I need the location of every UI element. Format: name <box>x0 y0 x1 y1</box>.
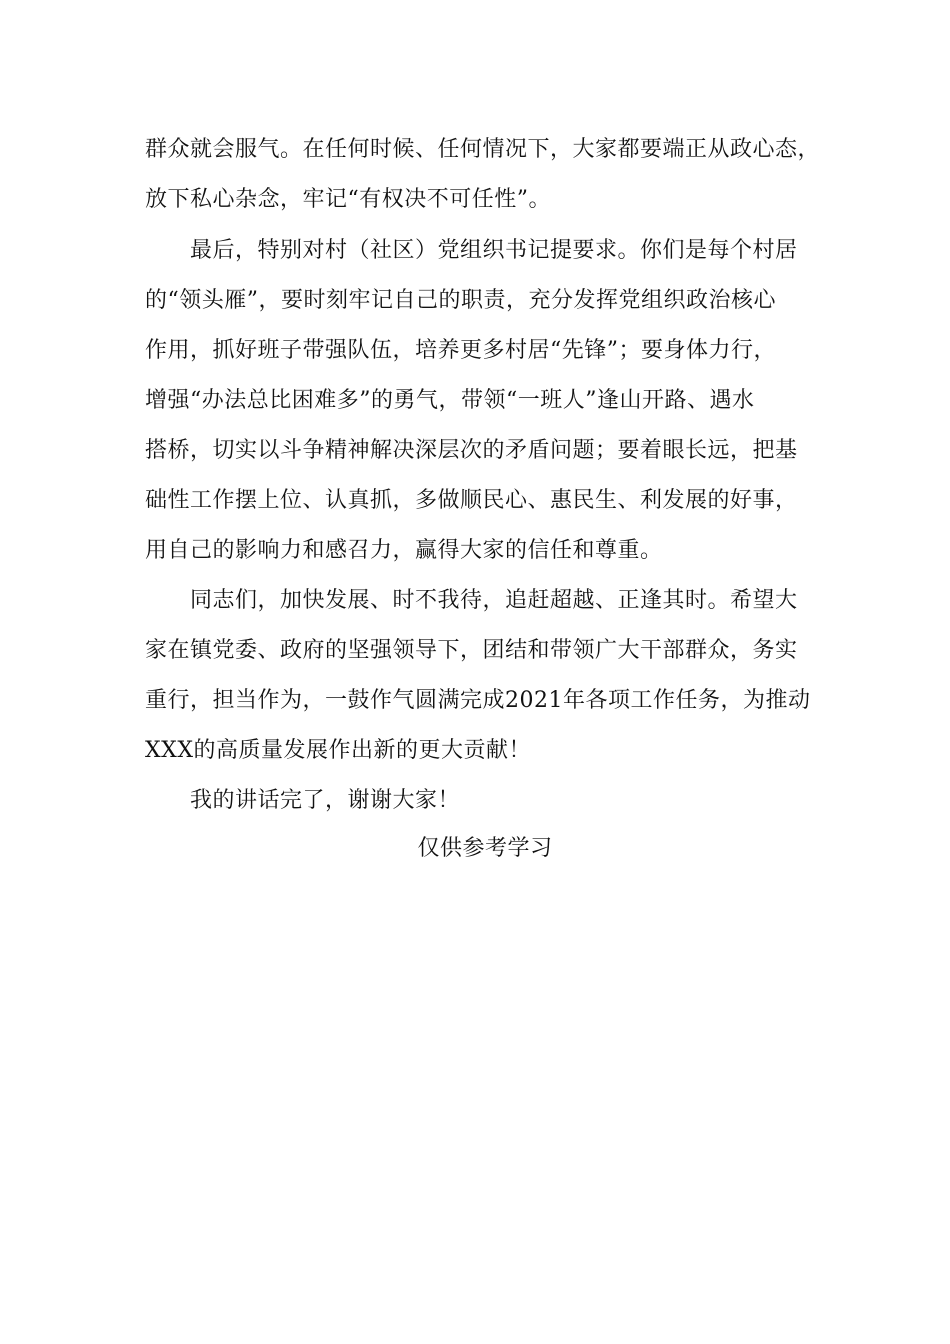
text-line: 群众就会服气。在任何时候、任何情况下，大家都要端正从政心态， <box>145 137 821 162</box>
text-line: 家在镇党委、政府的坚强领导下，团结和带领广大干部群众，务实 <box>145 638 798 663</box>
paragraph-first-line: 最后，特别对村（社区）党组织书记提要求。你们是每个村居 <box>190 238 798 263</box>
paragraph-first-line: 同志们，加快发展、时不我待，追赶超越、正逢其时。希望大 <box>190 588 798 613</box>
text-line: 搭桥，切实以斗争精神解决深层次的矛盾问题；要着眼长远，把基 <box>145 438 798 463</box>
text-line: XXX的高质量发展作出新的更大贡献！ <box>145 738 531 763</box>
closing-line: 我的讲话完了，谢谢大家！ <box>190 788 461 813</box>
text-line: 础性工作摆上位、认真抓，多做顺民心、惠民生、利发展的好事， <box>145 488 798 513</box>
footer-note: 仅供参考学习 <box>417 836 553 861</box>
text-line: 的“领头雁”，要时刻牢记自己的职责，充分发挥党组织政治核心 <box>145 288 776 313</box>
text-line: 作用，抓好班子带强队伍，培养更多村居“先锋”；要身体力行， <box>145 338 776 363</box>
text-line: 重行，担当作为，一鼓作气圆满完成2021年各项工作任务，为推动 <box>145 688 811 713</box>
text-line: 放下私心杂念，牢记“有权决不可任性”。 <box>145 187 551 212</box>
text-line: 用自己的影响力和感召力，赢得大家的信任和尊重。 <box>145 538 663 563</box>
text-line: 增强“办法总比困难多”的勇气，带领“一班人”逢山开路、遇水 <box>145 388 755 413</box>
